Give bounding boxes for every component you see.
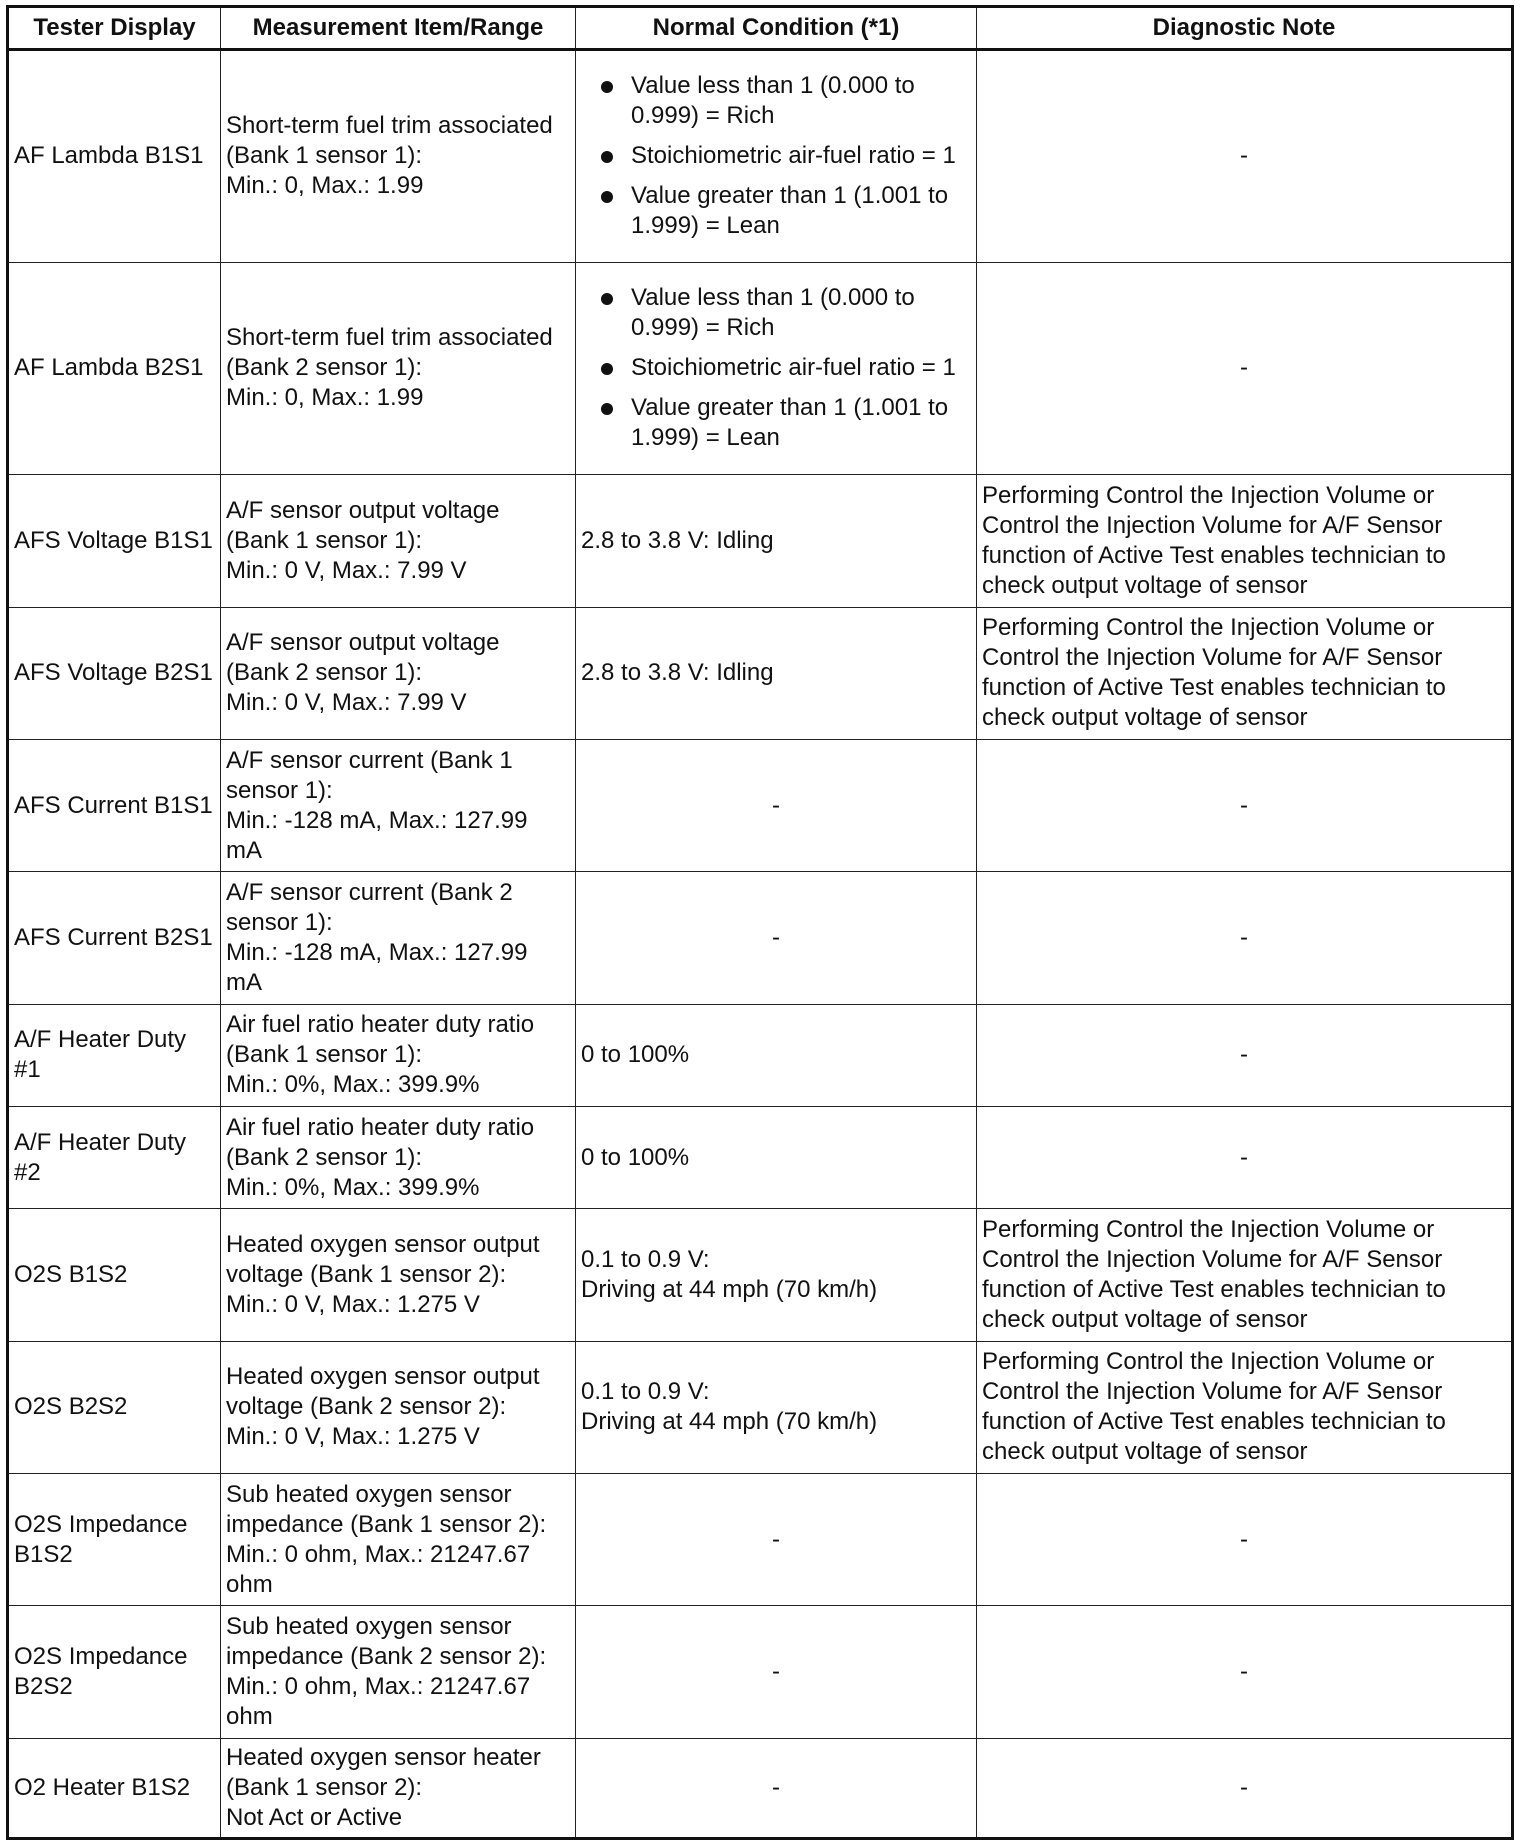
- table-row: [8, 1738, 1513, 1838]
- normal-condition-line: 0.1 to 0.9 V:: [581, 1245, 710, 1273]
- tester-display-cell: AFS Voltage B1S1: [8, 475, 221, 607]
- normal-condition-line: -: [772, 1525, 780, 1553]
- measurement-line: Heated oxygen sensor heater: [226, 1743, 541, 1771]
- table-row: [8, 1473, 1513, 1605]
- normal-condition-cell: [576, 1106, 977, 1208]
- diagnostic-note-cell: -: [977, 1738, 1513, 1838]
- measurement-line: (Bank 1 sensor 1):: [226, 526, 423, 554]
- table-row: [8, 1106, 1513, 1208]
- measurement-line: Min.: -128 mA, Max.: 127.99 mA: [226, 806, 528, 864]
- diagnostic-note-cell: Performing Control the Injection Volume or Control the Injection Volume for A/F Sensor function of Active Test enables technician to check output voltage of sensor: [977, 1341, 1513, 1473]
- measurement-line: (Bank 1 sensor 2):: [226, 1773, 423, 1801]
- normal-condition-line: -: [772, 1773, 780, 1801]
- measurement-cell: [221, 1738, 576, 1838]
- condition-bullet-list: [581, 71, 971, 241]
- measurement-cell: [221, 1106, 576, 1208]
- measurement-line: Min.: 0 V, Max.: 1.275 V: [226, 1423, 480, 1451]
- normal-condition-line: 2.8 to 3.8 V: Idling: [581, 659, 774, 687]
- measurement-line: Not Act or Active: [226, 1803, 403, 1831]
- table-row: [8, 1341, 1513, 1473]
- normal-condition-cell: [576, 475, 977, 607]
- normal-condition-line: -: [772, 791, 780, 819]
- table-row: [8, 872, 1513, 1004]
- measurement-line: (Bank 1 sensor 1):: [226, 1041, 423, 1069]
- diagnostic-note-cell: -: [977, 739, 1513, 871]
- diagnostic-note-cell: -: [977, 1004, 1513, 1106]
- tester-display-cell: AFS Current B1S1: [8, 739, 221, 871]
- measurement-line: A/F sensor output voltage: [226, 629, 500, 657]
- measurement-cell: [221, 1209, 576, 1341]
- normal-condition-line: 0 to 100%: [581, 1041, 690, 1069]
- normal-condition-cell: [576, 872, 977, 1004]
- measurement-cell: [221, 262, 576, 475]
- table-row: [8, 50, 1513, 263]
- tester-display-cell: O2S B1S2: [8, 1209, 221, 1341]
- normal-condition-cell: [576, 1209, 977, 1341]
- measurement-cell: [221, 607, 576, 739]
- measurement-line: Min.: 0 ohm, Max.: 21247.67 ohm: [226, 1672, 531, 1730]
- diagnostic-note-cell: Performing Control the Injection Volume or Control the Injection Volume for A/F Sensor function of Active Test enables technician to check output voltage of sensor: [977, 607, 1513, 739]
- measurement-cell: [221, 739, 576, 871]
- condition-bullet-list: [581, 283, 971, 453]
- normal-condition-cell: [576, 739, 977, 871]
- measurement-line: Min.: 0 V, Max.: 7.99 V: [226, 689, 467, 717]
- table-row: [8, 1004, 1513, 1106]
- measurement-line: Short-term fuel trim associated: [226, 324, 553, 352]
- measurement-line: Min.: 0%, Max.: 399.9%: [226, 1173, 480, 1201]
- measurement-line: A/F sensor output voltage: [226, 496, 500, 524]
- diagnostic-note-cell: -: [977, 1106, 1513, 1208]
- normal-condition-line: -: [772, 1657, 780, 1685]
- measurement-cell: [221, 1341, 576, 1473]
- normal-condition-cell: [576, 50, 977, 263]
- table-row: [8, 1209, 1513, 1341]
- condition-bullet-item: Value greater than 1 (1.001 to 1.999) = Lean: [581, 393, 971, 453]
- measurement-line: Min.: 0, Max.: 1.99: [226, 172, 424, 200]
- data-list-table: [6, 5, 1514, 1840]
- data-list-sheet: [6, 5, 1511, 1840]
- tester-display-cell: O2 Heater B1S2: [8, 1738, 221, 1838]
- measurement-cell: [221, 1473, 576, 1605]
- diagnostic-note-cell: Performing Control the Injection Volume or Control the Injection Volume for A/F Sensor function of Active Test enables technician to check output voltage of sensor: [977, 475, 1513, 607]
- diagnostic-note-cell: -: [977, 1606, 1513, 1738]
- tester-display-cell: A/F Heater Duty #2: [8, 1106, 221, 1208]
- diagnostic-note-cell: -: [977, 262, 1513, 475]
- normal-condition-cell: [576, 1473, 977, 1605]
- measurement-line: (Bank 2 sensor 1):: [226, 354, 423, 382]
- measurement-line: A/F sensor current (Bank 2 sensor 1):: [226, 878, 513, 936]
- measurement-line: Short-term fuel trim associated: [226, 112, 553, 140]
- table-row: [8, 739, 1513, 871]
- measurement-line: Air fuel ratio heater duty ratio: [226, 1113, 535, 1141]
- measurement-line: Min.: 0 ohm, Max.: 21247.67 ohm: [226, 1540, 531, 1598]
- normal-condition-cell: [576, 1004, 977, 1106]
- header-row: [8, 7, 1513, 50]
- measurement-line: Heated oxygen sensor output voltage (Bank 2 sensor 2):: [226, 1363, 540, 1421]
- diagnostic-note-cell: Performing Control the Injection Volume or Control the Injection Volume for A/F Sensor function of Active Test enables technician to check output voltage of sensor: [977, 1209, 1513, 1341]
- tester-display-cell: AF Lambda B1S1: [8, 50, 221, 263]
- measurement-line: Min.: 0%, Max.: 399.9%: [226, 1071, 480, 1099]
- condition-bullet-item: Value less than 1 (0.000 to 0.999) = Rich: [581, 283, 971, 343]
- measurement-line: Sub heated oxygen sensor impedance (Bank 1 sensor 2):: [226, 1480, 547, 1538]
- condition-bullet-item: Stoichiometric air-fuel ratio = 1: [581, 141, 971, 171]
- normal-condition-line: 2.8 to 3.8 V: Idling: [581, 526, 774, 554]
- normal-condition-line: 0 to 100%: [581, 1143, 690, 1171]
- measurement-line: Min.: 0, Max.: 1.99: [226, 384, 424, 412]
- tester-display-cell: A/F Heater Duty #1: [8, 1004, 221, 1106]
- measurement-line: Min.: -128 mA, Max.: 127.99 mA: [226, 938, 528, 996]
- normal-condition-line: -: [772, 923, 780, 951]
- tester-display-cell: AFS Voltage B2S1: [8, 607, 221, 739]
- measurement-line: Heated oxygen sensor output voltage (Bank 1 sensor 2):: [226, 1230, 540, 1288]
- tester-display-cell: O2S Impedance B1S2: [8, 1473, 221, 1605]
- table-body: [8, 50, 1513, 1839]
- tester-display-cell: O2S Impedance B2S2: [8, 1606, 221, 1738]
- measurement-line: Air fuel ratio heater duty ratio: [226, 1011, 535, 1039]
- measurement-line: (Bank 2 sensor 1):: [226, 1143, 423, 1171]
- measurement-cell: [221, 1004, 576, 1106]
- table-row: [8, 262, 1513, 475]
- header-tester-display: Tester Display: [8, 7, 221, 50]
- measurement-cell: [221, 1606, 576, 1738]
- normal-condition-cell: [576, 1606, 977, 1738]
- normal-condition-cell: [576, 607, 977, 739]
- measurement-line: Min.: 0 V, Max.: 1.275 V: [226, 1290, 480, 1318]
- normal-condition-line: 0.1 to 0.9 V:: [581, 1378, 710, 1406]
- condition-bullet-item: Stoichiometric air-fuel ratio = 1: [581, 353, 971, 383]
- measurement-line: (Bank 2 sensor 1):: [226, 659, 423, 687]
- condition-bullet-item: Value less than 1 (0.000 to 0.999) = Rich: [581, 71, 971, 131]
- tester-display-cell: AF Lambda B2S1: [8, 262, 221, 475]
- tester-display-cell: AFS Current B2S1: [8, 872, 221, 1004]
- tester-display-cell: O2S B2S2: [8, 1341, 221, 1473]
- normal-condition-cell: [576, 262, 977, 475]
- table-header: [8, 7, 1513, 50]
- measurement-line: Sub heated oxygen sensor impedance (Bank 2 sensor 2):: [226, 1612, 547, 1670]
- diagnostic-note-cell: -: [977, 1473, 1513, 1605]
- table-row: [8, 607, 1513, 739]
- measurement-line: Min.: 0 V, Max.: 7.99 V: [226, 556, 467, 584]
- measurement-cell: [221, 50, 576, 263]
- normal-condition-cell: [576, 1341, 977, 1473]
- diagnostic-note-cell: -: [977, 50, 1513, 263]
- table-row: [8, 475, 1513, 607]
- header-normal-condition: Normal Condition (*1): [576, 7, 977, 50]
- measurement-cell: [221, 475, 576, 607]
- measurement-cell: [221, 872, 576, 1004]
- normal-condition-line: Driving at 44 mph (70 km/h): [581, 1275, 878, 1303]
- measurement-line: A/F sensor current (Bank 1 sensor 1):: [226, 746, 513, 804]
- measurement-line: (Bank 1 sensor 1):: [226, 142, 423, 170]
- header-measurement-item: Measurement Item/Range: [221, 7, 576, 50]
- normal-condition-cell: [576, 1738, 977, 1838]
- diagnostic-note-cell: -: [977, 872, 1513, 1004]
- header-diagnostic-note: Diagnostic Note: [977, 7, 1513, 50]
- condition-bullet-item: Value greater than 1 (1.001 to 1.999) = Lean: [581, 181, 971, 241]
- normal-condition-line: Driving at 44 mph (70 km/h): [581, 1408, 878, 1436]
- table-row: [8, 1606, 1513, 1738]
